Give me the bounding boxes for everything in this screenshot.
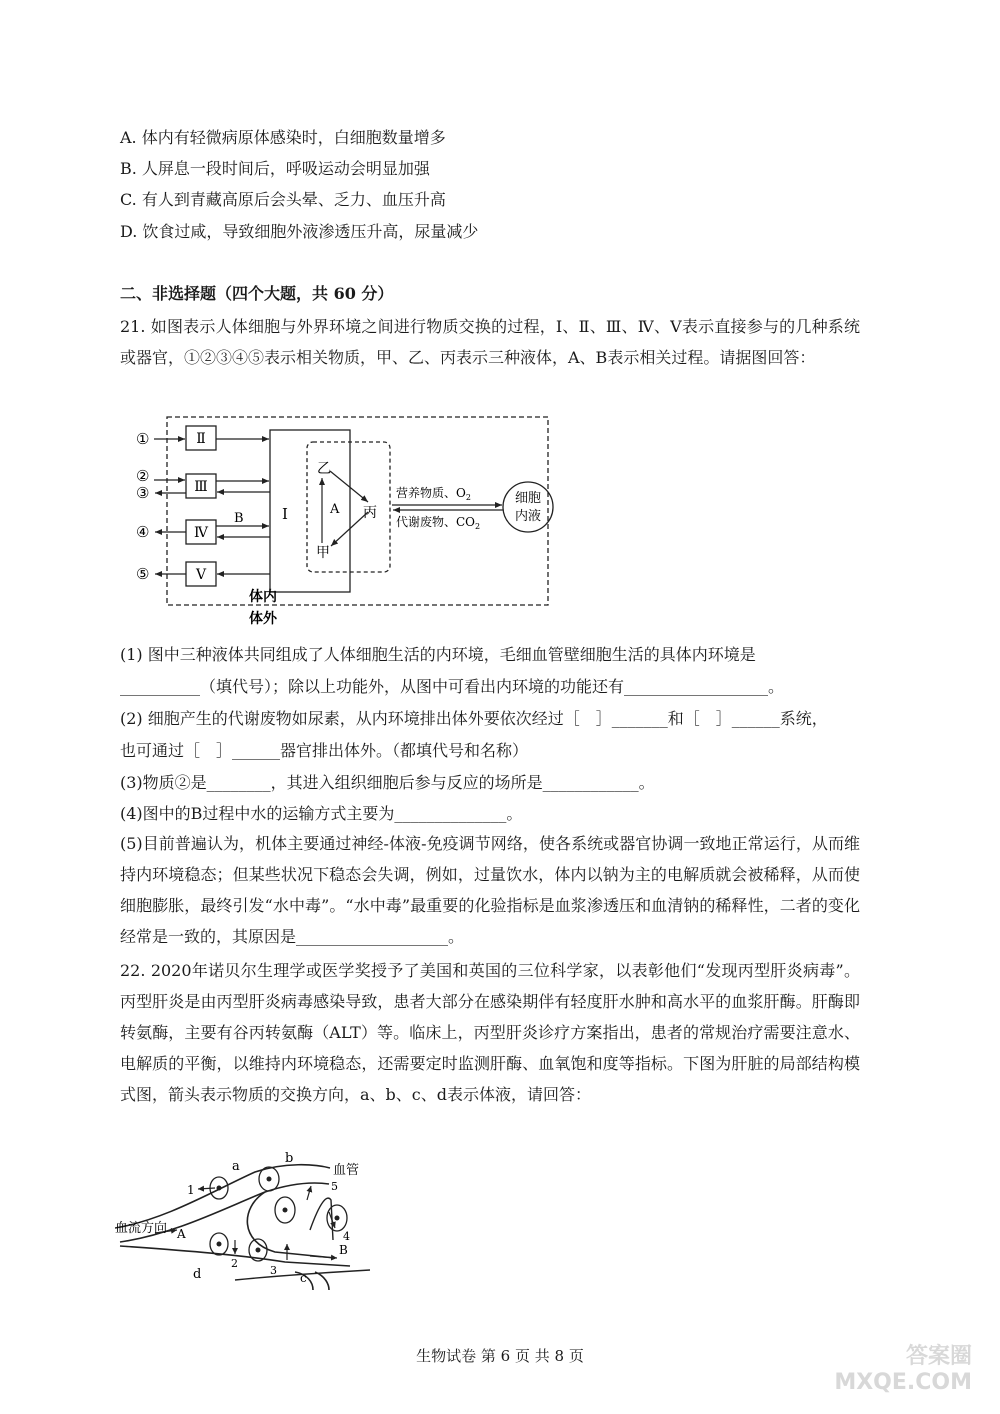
- cell-nucleus: [267, 1177, 272, 1182]
- option-d: D. 饮食过咸，导致细胞外液渗透压升高，尿量减少: [120, 222, 479, 241]
- marker-4: ④: [136, 523, 150, 541]
- fluid-bing-label: 丙: [363, 505, 377, 521]
- marker-5: ⑤: [136, 565, 150, 583]
- option-b: B. 人屏息一段时间后，呼吸运动会明显加强: [120, 159, 430, 178]
- capillary-wall: [247, 1192, 335, 1258]
- label-c: c: [300, 1271, 307, 1285]
- label-2: 2: [231, 1257, 238, 1270]
- q21-intro: 21. 如图表示人体细胞与外界环境之间进行物质交换的过程，Ⅰ、Ⅱ、Ⅲ、Ⅳ、Ⅴ表示直接参与的几种系统或器官，①②③④⑤表示相关物质，甲、乙、丙表示三种液体，A、B表示相关过程。请据图回答：: [120, 317, 860, 367]
- process-a-label: A: [330, 502, 340, 517]
- inside-label: 体内: [249, 589, 277, 605]
- q21-sub4: (4)图中的B过程中水的运输方式主要为______________。: [120, 804, 523, 823]
- vessel-wall-outer-top: [115, 1165, 330, 1228]
- vessel-label: 血管: [333, 1163, 360, 1178]
- point-b-label: B: [339, 1243, 348, 1257]
- label-3: 3: [270, 1264, 277, 1277]
- organ-ii-label: Ⅱ: [196, 431, 206, 447]
- waste-label: 代谢废物、$CO_2$: [396, 515, 481, 531]
- lymph-vessel-right: [315, 1272, 329, 1290]
- cell-nucleus: [217, 1242, 222, 1247]
- watermark-logo: 答案圈 MXQE.COM: [834, 1344, 972, 1395]
- label-5: 5: [331, 1180, 338, 1193]
- cell-nucleus: [335, 1216, 340, 1221]
- label-a: a: [232, 1159, 240, 1174]
- cell-fluid-label-1: 细胞: [514, 491, 542, 506]
- label-d: d: [193, 1267, 202, 1282]
- fluid-yi-label: 乙: [317, 461, 331, 477]
- q21-sub5: (5)目前普遍认为，机体主要通过神经-体液-免疫调节网络，使各系统或器官协调一致地正常运行，从而维持内环境稳态；但某些状况下稳态会失调，例如，过量饮水，体内以钠为主的电解质就会被稀释，从而使细胞膨胀，最终引发“水中毒”。“水中毒”最重要的化验指标是血浆渗透压和血清钠的稀释性，二者的变化经常是一致的，其原因是___________________。: [120, 834, 860, 946]
- nutrients-label: 营养物质、$O_2$: [396, 486, 471, 502]
- cell-nucleus: [256, 1248, 261, 1253]
- label-1: 1: [187, 1183, 195, 1197]
- label-b: b: [285, 1151, 294, 1166]
- arrow-1: [198, 1188, 215, 1189]
- marker-1: ①: [136, 430, 150, 448]
- q22-intro: 22. 2020年诺贝尔生理学或医学奖授予了美国和英国的三位科学家，以表彰他们“发现丙型肝炎病毒”。丙型肝炎是由丙型肝炎病毒感染导致，患者大部分在感染期伴有轻度肝水肿和高水平的血浆肝酶。肝酶即转氨酶，主要有谷丙转氨酶（ALT）等。临床上，丙型肝炎诊疗方案指出，患者的常规治疗需要注意水、电解质的平衡，以维持内环境稳态，还需要定时监测肝酶、血氧饱和度等指标。下图为肝脏的局部结构模式图，箭头表示物质的交换方向，a、b、c、d表示体液，请回答：: [120, 961, 860, 1104]
- q21-sub1-line1: (1) 图中三种液体共同组成了人体细胞生活的内环境，毛细血管壁细胞生活的具体内环境是: [120, 645, 756, 664]
- cell-nucleus: [217, 1186, 222, 1191]
- page-footer: 生物试卷 第 6 页 共 8 页: [416, 1347, 584, 1365]
- organ-iii-label: Ⅲ: [194, 479, 208, 495]
- cell-fluid-label-2: 内液: [514, 509, 542, 524]
- arrow-5: [307, 1186, 311, 1200]
- point-a-label: A: [177, 1227, 186, 1241]
- q21-sub3: (3)物质②是________，其进入组织细胞后参与反应的场所是____________。: [120, 773, 655, 792]
- q21-sub1-line2: __________（填代号）；除以上功能外，从图中可看出内环境的功能还有__________________。: [120, 677, 785, 696]
- q22-liver-diagram: [115, 1150, 375, 1290]
- option-a: A. 体内有轻微病原体感染时，白细胞数量增多: [120, 128, 446, 147]
- lymph-capillary: [310, 1198, 333, 1240]
- organ-iv-label: Ⅳ: [194, 525, 208, 541]
- option-c: C. 有人到青藏高原后会头晕、乏力、血压升高: [120, 190, 446, 209]
- process-b-label: B: [234, 511, 244, 526]
- label-4: 4: [343, 1230, 350, 1243]
- marker-2: ②: [136, 467, 150, 485]
- fluid-jia-label: 甲: [316, 545, 330, 561]
- organ-v-label: Ⅴ: [195, 567, 207, 583]
- flow-direction-label: 血流方向: [115, 1221, 168, 1236]
- cell-nucleus: [283, 1208, 288, 1213]
- q21-sub2-line2: 也可通过［ ］______器官排出体外。（都填代号和名称）: [120, 741, 529, 760]
- outside-label: 体外: [249, 611, 277, 627]
- cell-fluid-circle: [503, 482, 553, 532]
- q21-sub2-line1: (2) 细胞产生的代谢废物如尿素，从内环境排出体外要依次经过［ ］_______和［ ］______系统，: [120, 709, 828, 728]
- section-title: 二、非选择题（四个大题，共 60 分）: [120, 284, 394, 303]
- q21-diagram: [130, 410, 560, 632]
- body-boundary: [167, 417, 548, 605]
- marker-3: ③: [136, 484, 150, 502]
- arrow-yi-to-bing: [330, 471, 368, 502]
- main-box-label: Ⅰ: [282, 505, 288, 523]
